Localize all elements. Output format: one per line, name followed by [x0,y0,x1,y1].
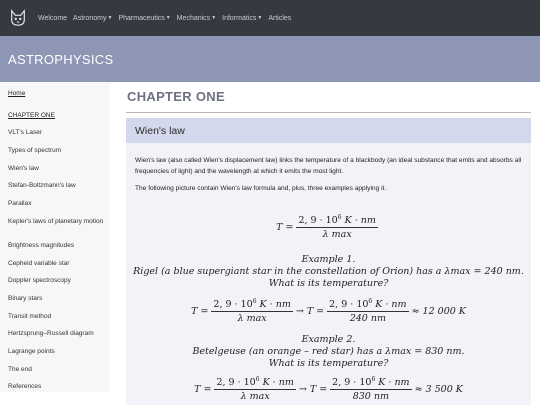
example1-question: What is its temperature? [268,278,389,289]
wien-formula: T = $\frac{2, 9 \cdot 10^6 K \cdot nm}{\text{λ max}}$ [276,214,376,240]
nav-item-astronomy[interactable]: Astronomy▼ [73,14,113,22]
sidebar-item-binary-stars[interactable]: Binary stars [8,294,43,302]
sidebar [0,82,110,392]
sidebar-item-parallax[interactable]: Parallax [8,200,32,208]
intro-paragraph: Wien's law (also called Wien's displacement law) links the temperature of a blackbody (an ideal substance that emits and absorbs all frequencies of light) and the wavelength at which it emits the most light. [135,157,522,175]
caret-down-icon: ▼ [165,14,171,21]
sidebar-item-home[interactable]: Home [8,90,26,97]
site-banner [0,36,540,82]
example2-calculation: T = $\frac{2, 9 \cdot 10^6 K \cdot nm}{\text{λ max}}$ → T = $\frac{2, 9 \cdot 10^6 K \cdot nm}{830 nm}$ ≈ 3 500 K [194,376,463,402]
sidebar-item-transit-method[interactable]: Transit method [8,312,52,320]
chapter-title: CHAPTER ONE [127,89,225,104]
nav-menu [38,15,297,22]
sidebar-item-the-end[interactable]: The end [8,365,32,373]
formula-fraction: $\frac{2, 9 \cdot 10^6 K \cdot nm}{\text{λ max}}$ [298,214,376,240]
sidebar-item-wiens-law[interactable]: Wien's law [8,164,39,172]
example1-statement: Rigel (a blue supergiant star in the constellation of Orion) has a λmax = 240 nm. [133,266,524,277]
example2-statement: Betelgeuse (an orange – red star) has a λmax = 830 nm. [192,346,465,357]
site-title: ASTROPHYSICS [8,51,114,67]
formula-image [126,214,531,402]
nav-item-welcome[interactable]: Welcome [38,14,68,22]
example2-question: What is its temperature? [268,358,389,369]
examples-paragraph: The following picture contain Wien's law formula and, plus, three examples applying it. [135,185,387,192]
sidebar-item-references[interactable]: References [8,383,42,391]
divider [126,112,531,113]
main-content [126,82,531,405]
sidebar-item-vlt-laser[interactable]: VLT's Laser [8,129,42,137]
sidebar-item-chapter-one[interactable]: CHAPTER ONE [8,111,55,119]
nav-item-articles[interactable]: Articles [268,14,292,22]
sidebar-item-doppler[interactable]: Doppler spectroscopy [8,277,71,285]
caret-down-icon: ▼ [107,14,113,21]
example1-title: Example 1. [301,254,356,265]
example2-title: Example 2. [301,334,356,345]
top-navbar [0,0,540,36]
sidebar-item-stefan-boltzmann[interactable]: Stefan-Boltzmann's law [8,182,76,190]
cat-face-icon[interactable] [8,8,28,28]
section-card [126,118,531,405]
sidebar-item-brightness-magnitudes[interactable]: Brightness magnitudes [8,241,75,249]
caret-down-icon: ▼ [257,14,263,21]
nav-item-mechanics[interactable]: Mechanics▼ [176,14,217,22]
example1-calculation: T = $\frac{2, 9 \cdot 10^6 K \cdot nm}{\text{λ max}}$ → T = $\frac{2, 9 \cdot 10^6 K \cdot nm}{240 nm}$ ≈ 12 000 K [191,298,466,324]
sidebar-item-lagrange-points[interactable]: Lagrange points [8,347,55,355]
section-title: Wien's law [126,118,531,143]
sidebar-item-keplers-laws[interactable]: Kepler's laws of planetary motion [8,217,104,225]
nav-item-pharmaceutics[interactable]: Pharmaceutics▼ [118,14,171,22]
nav-item-informatics[interactable]: Informatics▼ [222,14,263,22]
sidebar-item-types-of-spectrum[interactable]: Types of spectrum [8,147,62,155]
caret-down-icon: ▼ [211,14,217,21]
sidebar-item-hertzsprung-russell[interactable]: Hertzsprung–Russell diagram [8,330,94,338]
sidebar-item-cepheid[interactable]: Cepheid variable star [8,259,70,267]
